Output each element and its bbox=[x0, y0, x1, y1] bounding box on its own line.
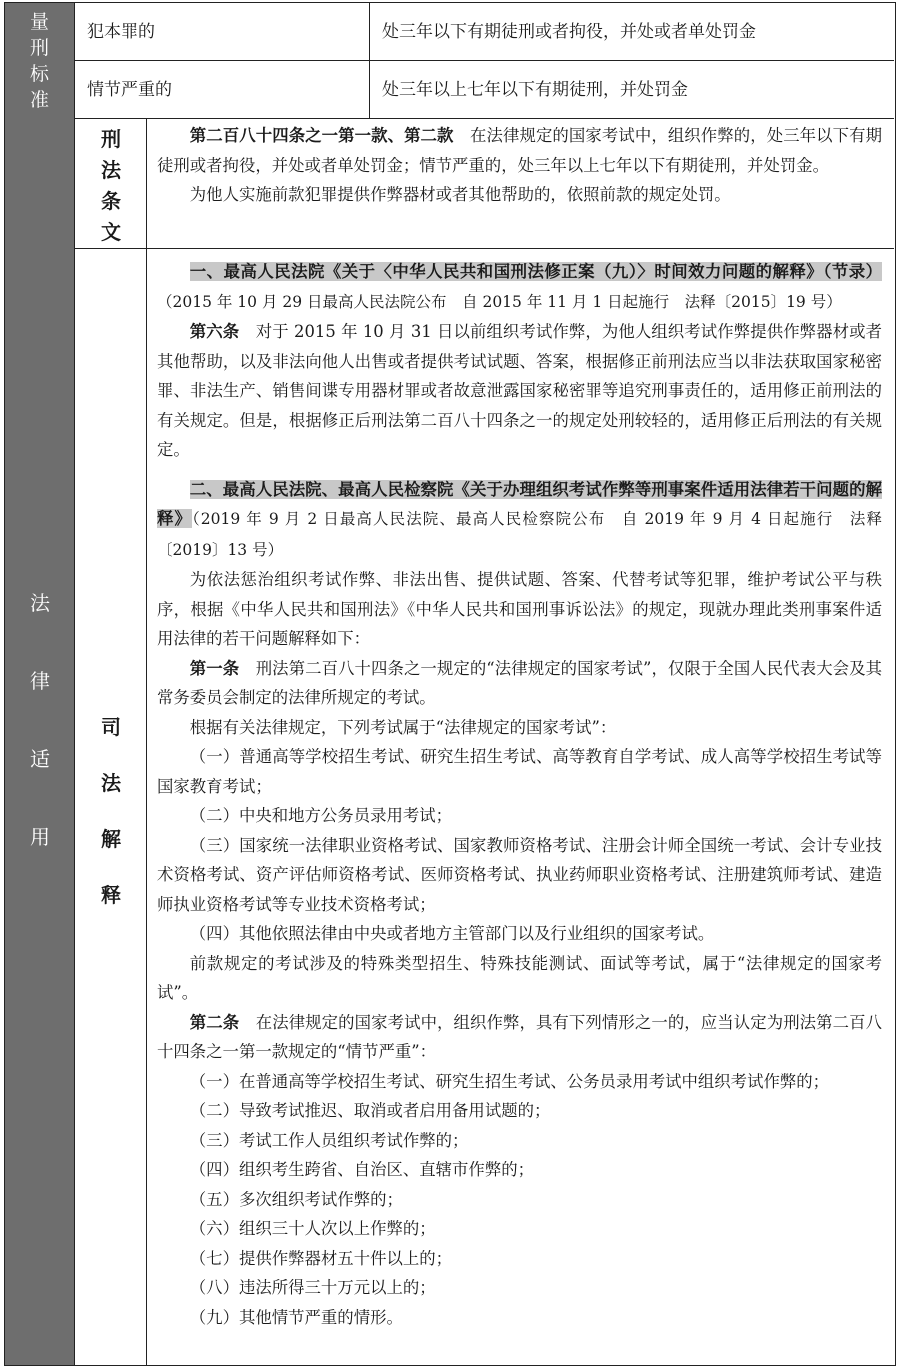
list-item: （三）国家统一法律职业资格考试、国家教师资格考试、注册会计师全国统一考试、会计专业技术资格考试、资产评估师资格考试、医师资格考试、执业药师职业资格考试、注册建筑师考试、建造师执业资格考试等专业技术资格考试； bbox=[157, 835, 882, 914]
legal-table bbox=[4, 2, 896, 1366]
article-text: 刑法第二百八十四条之一规定的“法律规定的国家考试”，仅限于全国人民代表大会及其常务委员会制定的法律所规定的考试。 bbox=[157, 658, 883, 707]
sentencing-penalty: 处三年以下有期徒刑或者拘役，并处或者单处罚金 bbox=[382, 22, 756, 42]
article-text: 对于 2015 年 10 月 31 日以前组织考试作弊，为他人组织考试作弊提供作弊器材或者其他帮助，以及非法向他人出售或者提供考试试题、答案，根据修正前刑法应当以非法获取国家秘密罪、非法生产、销售间谍专用器材罪或者故意泄露国家秘密罪等追究刑事责任的，适用修正前刑法的有关规定。但是，根据修正后刑法第二百八十四条之一的规定处刑较轻的，适用修正后刑法的有关规定。 bbox=[157, 322, 883, 459]
list-item: （五）多次组织考试作弊的； bbox=[189, 1189, 403, 1209]
section-title: 一、最高人民法院《关于〈中华人民共和国刑法修正案（九）〉时间效力问题的解释》（节录） bbox=[189, 262, 882, 281]
article-title: 第二百八十四条之一第一款、第二款 bbox=[189, 126, 454, 145]
sentencing-condition: 犯本罪的 bbox=[75, 3, 370, 60]
sentencing-condition: 情节严重的 bbox=[75, 61, 370, 119]
sentencing-row bbox=[75, 61, 894, 119]
judicial-interpretation-block bbox=[75, 249, 894, 1365]
label-char: 法 bbox=[30, 591, 50, 615]
label-char: 律 bbox=[30, 669, 50, 693]
list-item: （二）导致考试推迟、取消或者启用备用试题的； bbox=[189, 1101, 551, 1120]
law-application-label bbox=[5, 119, 75, 1365]
article-paragraph: 根据有关法律规定，下列考试属于“法律规定的国家考试”： bbox=[189, 717, 617, 737]
article-text: 在法律规定的国家考试中，组织作弊的，处三年以下有期徒刑或者拘役，并处或者单处罚金；情节严重的，处三年以上七年以下有期徒刑，并处罚金。 bbox=[157, 126, 883, 175]
list-item: （一）在普通高等学校招生考试、研究生招生考试、公务员录用考试中组织考试作弊的； bbox=[189, 1071, 830, 1091]
article-title: 第六条 bbox=[189, 322, 240, 341]
judicial-interpretation-text bbox=[147, 257, 894, 1332]
judicial-interpretation-label bbox=[75, 249, 147, 1365]
sentencing-section bbox=[5, 3, 894, 119]
article-title: 第一条 bbox=[189, 658, 240, 678]
label-char: 法 bbox=[101, 771, 121, 795]
law-application-section bbox=[5, 119, 894, 1365]
label-char: 司 bbox=[101, 715, 121, 739]
list-item: （四）其他依照法律由中央或者地方主管部门以及行业组织的国家考试。 bbox=[189, 924, 715, 943]
criminal-law-text bbox=[147, 121, 894, 210]
list-item: （一）普通高等学校招生考试、研究生招生考试、高等教育自学考试、成人高等学校招生考试等国家教育考试； bbox=[157, 747, 882, 796]
section-title: 二、最高人民法院、最高人民检察院《关于办理组织考试作弊等刑事案件适用法律若干问题的解释》 bbox=[157, 479, 882, 528]
list-item: （七）提供作弊器材五十件以上的； bbox=[189, 1248, 453, 1268]
article-title: 第二条 bbox=[189, 1012, 240, 1032]
label-char: 适 bbox=[30, 747, 50, 771]
list-item: （三）考试工作人员组织考试作弊的； bbox=[189, 1130, 469, 1150]
label-char: 刑 bbox=[101, 127, 121, 151]
criminal-law-block bbox=[75, 119, 894, 249]
label-char: 用 bbox=[30, 825, 50, 849]
list-item: （四）组织考生跨省、自治区、直辖市作弊的； bbox=[189, 1160, 534, 1179]
section-source: （2019 年 9 月 2 日最高人民法院、最高人民检察院公布 自 2019 年 9 月 4 日起施行 法释〔2019〕13 号） bbox=[157, 510, 882, 559]
label-char: 释 bbox=[101, 883, 121, 907]
label-char: 法 bbox=[101, 158, 121, 182]
article-text: 在法律规定的国家考试中，组织作弊，具有下列情形之一的，应当认定为刑法第二百八十四条之一第一款规定的“情节严重”： bbox=[157, 1012, 883, 1061]
list-item: （九）其他情节严重的情形。 bbox=[189, 1307, 403, 1327]
label-char: 解 bbox=[101, 827, 121, 851]
criminal-law-label bbox=[75, 119, 147, 249]
label-char: 文 bbox=[101, 220, 121, 244]
sentencing-row bbox=[75, 3, 894, 61]
section-source: （2015 年 10 月 29 日最高人民法院公布 自 2015 年 11 月 1 日起施行 法释〔2015〕19 号） bbox=[157, 292, 842, 311]
label-char: 条 bbox=[101, 189, 121, 213]
list-item: （二）中央和地方公务员录用考试； bbox=[189, 806, 453, 825]
article-paragraph: 为他人实施前款犯罪提供作弊器材或者其他帮助的，依照前款的规定处罚。 bbox=[189, 185, 731, 204]
sentencing-penalty: 处三年以上七年以下有期徒刑，并处罚金 bbox=[382, 80, 688, 100]
article-paragraph: 前款规定的考试涉及的特殊类型招生、特殊技能测试、面试等考试，属于“法律规定的国家考试”。 bbox=[157, 953, 882, 1002]
section-intro: 为依法惩治组织考试作弊、非法出售、提供试题、答案、代替考试等犯罪，维护考试公平与秩序，根据《中华人民共和国刑法》《中华人民共和国刑事诉讼法》的规定，现就办理此类刑事案件适用法律的若干问题解释如下： bbox=[157, 570, 882, 648]
list-item: （六）组织三十人次以上作弊的； bbox=[189, 1219, 436, 1238]
list-item: （八）违法所得三十万元以上的； bbox=[189, 1278, 436, 1297]
sentencing-label: 量刑标准 bbox=[5, 3, 75, 119]
